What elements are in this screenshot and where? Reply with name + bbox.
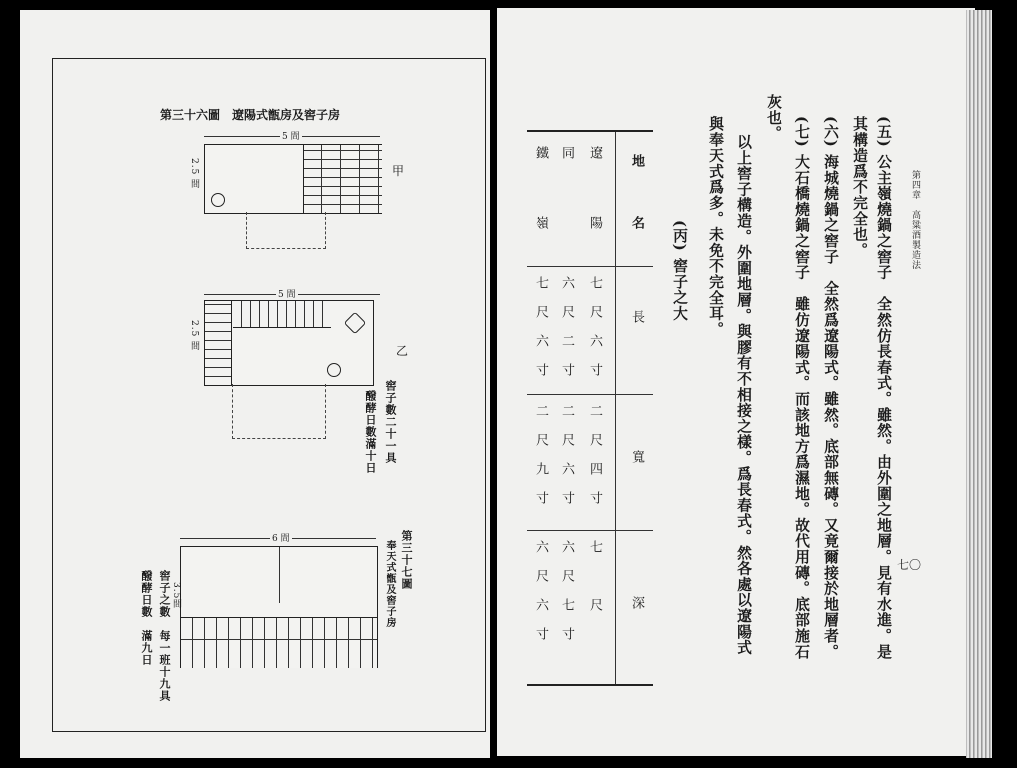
fig36-caption: 第三十六圖 遼陽式甑房及窖子房 bbox=[160, 108, 341, 122]
book-page-edges bbox=[966, 10, 992, 758]
row2-width: 二尺六寸 bbox=[559, 404, 574, 520]
row2-length: 六尺二寸 bbox=[559, 276, 574, 392]
row3-depth: 六尺六寸 bbox=[533, 540, 548, 656]
plan-b-building bbox=[204, 300, 374, 386]
page-number: 七〇 bbox=[897, 558, 922, 572]
row2-depth: 六尺七寸 bbox=[559, 540, 574, 656]
running-head: 第四章 高粱酒製造法 bbox=[910, 170, 920, 270]
plan-a-building bbox=[204, 144, 382, 214]
header-length: 長 bbox=[629, 310, 644, 323]
plan-c-note-count: 窖子之數 每一班十九具 bbox=[158, 570, 171, 702]
row1-width: 二尺四寸 bbox=[587, 404, 602, 520]
fig37-caption-2: 奉天式甑及窖子房 bbox=[384, 540, 395, 628]
body-line-7: 與奉天式爲多。未免不完全耳。 bbox=[707, 116, 724, 338]
row3-length: 七尺六寸 bbox=[533, 276, 548, 392]
plan-c-width-dim: 6 間 bbox=[270, 531, 292, 544]
right-page bbox=[497, 8, 975, 756]
header-place: 地 名 bbox=[629, 154, 644, 247]
body-line-2: 其構造爲不完全也。 bbox=[851, 116, 868, 259]
header-depth: 深 bbox=[629, 596, 644, 609]
plan-b-note-count: 窖子數二十一具 bbox=[384, 380, 397, 464]
row3-place: 鐵 嶺 bbox=[533, 146, 548, 251]
body-line-6: 以上窖子構造。外圍地層。與膠有不相接之樣。爲長春式。然各處以遼陽式 bbox=[735, 134, 752, 656]
plan-b-note-days: 醱酵日數滿十日 bbox=[364, 390, 377, 474]
fig37-caption-1: 第三十七圖 bbox=[400, 530, 413, 590]
plan-a-extension bbox=[246, 212, 326, 249]
plan-a-cauldron bbox=[211, 193, 225, 207]
body-line-3: (六) 海城燒鍋之窖子 全然爲遼陽式。雖然。底部無磚。又竟爾接於地層者。 bbox=[822, 116, 839, 660]
plan-b-extension bbox=[232, 384, 326, 439]
body-line-8: (丙) 窖子之大 bbox=[671, 220, 688, 322]
plan-a-depth-dim: 2.5 間 bbox=[189, 158, 199, 190]
row1-place: 遼 陽 bbox=[587, 146, 602, 251]
body-line-5: 灰也。 bbox=[765, 94, 782, 142]
plan-b-label: 乙 bbox=[396, 344, 409, 358]
kiln-size-table bbox=[527, 130, 653, 686]
plan-b-width-dim: 5 間 bbox=[276, 287, 298, 300]
plan-b-depth-dim: 2.5 間 bbox=[189, 320, 199, 352]
body-line-4: (七) 大石橋燒鍋之窖子 雖仿遼陽式。而該地方爲濕地。故代用磚。底部施石 bbox=[793, 116, 810, 660]
plan-a-width-dim: 5 間 bbox=[280, 129, 302, 142]
plan-a-label: 甲 bbox=[392, 164, 405, 178]
row1-depth: 七 尺 bbox=[587, 540, 602, 627]
row1-length: 七尺六寸 bbox=[587, 276, 602, 392]
plan-b-cauldron bbox=[327, 363, 341, 377]
plan-c bbox=[170, 534, 380, 674]
row2-place: 同 bbox=[559, 146, 574, 159]
plan-a bbox=[189, 128, 405, 248]
left-page bbox=[20, 10, 490, 758]
plan-b-hex-stove bbox=[344, 312, 367, 335]
plan-c-note-days: 醱酵日數 滿九日 bbox=[140, 570, 153, 666]
plan-c-depth-dim: 3.5間 bbox=[171, 582, 181, 610]
body-line-1: (五) 公主嶺燒鍋之窖子 全然仿長春式。雖然。由外圍之地層。見有水進。是 bbox=[875, 116, 892, 660]
header-width: 寬 bbox=[629, 450, 644, 463]
plan-c-building bbox=[180, 546, 378, 668]
row3-width: 二尺九寸 bbox=[533, 404, 548, 520]
